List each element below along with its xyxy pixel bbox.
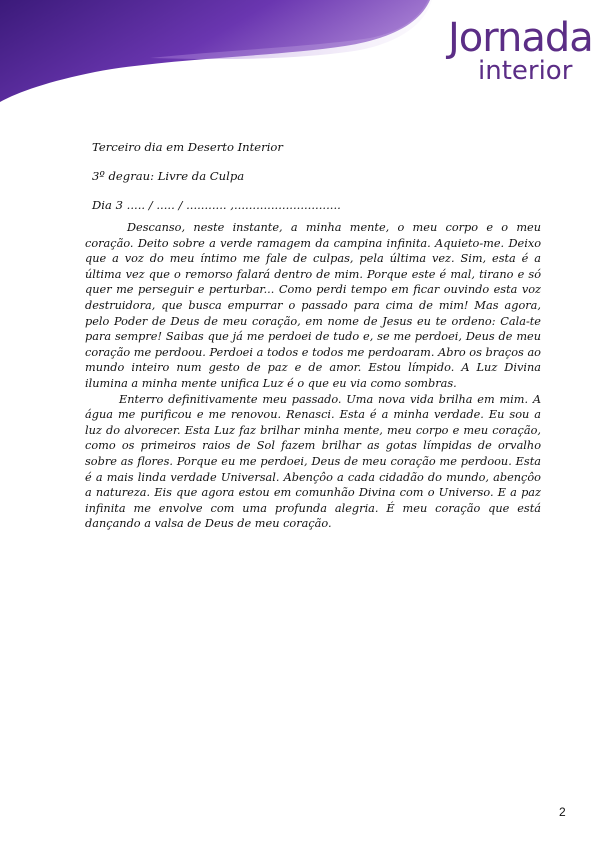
page-number: 2 — [559, 805, 566, 819]
jornada-interior-logo — [448, 15, 593, 91]
logo-text-interior: interior — [478, 56, 573, 86]
logo-text-jornada: Jornada — [448, 15, 593, 61]
paragraph-1: Descanso, neste instante, a minha mente, o meu corpo e o meu coração. Deito sobre a verde ramagem da campina infinita. Aquieto-me. Deixo que a voz do meu íntimo me fale de culpas, pela última vez. Sim, esta é a última vez que o remorso falará dentro de mim. Porque este é mal, tirano e só quer me perseguir e perturbar... Como perdi tempo em ficar ouvindo esta voz destruidora, que busca empurrar o passado para cima de mim! Mas agora, pelo Poder de Deus de meu coração, em nome de Jesus eu te ordeno: Cala-te para sempre! Saibas que já me perdoei de tudo e, se me perdoei, Deus de meu coração me perdoou. Perdoei a todos e todos me perdoaram. Abro os braços ao mundo inteiro num gesto de paz e de amor. Estou límpido. A Luz Divina ilumina a minha mente unifica Luz é o que eu via como sombras. — [85, 221, 541, 390]
day-title: Terceiro dia em Deserto Interior — [92, 140, 283, 154]
paragraph-2: Enterro definitivamente meu passado. Uma nova vida brilha em mim. A água me purificou e me renovou. Renasci. Esta é a minha verdade. Eu sou a luz do alvorecer. Esta Luz faz brilhar minha mente, meu corpo e meu coração, como os primeiros raios de Sol fazem brilhar as gotas límpidas de orvalho sobre as flores. Porque eu me perdoei, Deus de meu coração me perdoou. Esta é a mais linda verdade Universal. Abençôo a cada cidadão do mundo, abençôo a natureza. Eis que agora estou em comunhão Divina com o Universo. E a paz infinita me envolve com uma profunda alegria. É meu coração que está dançando a valsa de Deus de meu coração. — [85, 392, 541, 531]
body-text — [85, 220, 541, 532]
date-line: Dia 3 ..... / ..... / ........... ,............................. — [92, 198, 341, 212]
step-title: 3º degrau: Livre da Culpa — [92, 169, 245, 183]
